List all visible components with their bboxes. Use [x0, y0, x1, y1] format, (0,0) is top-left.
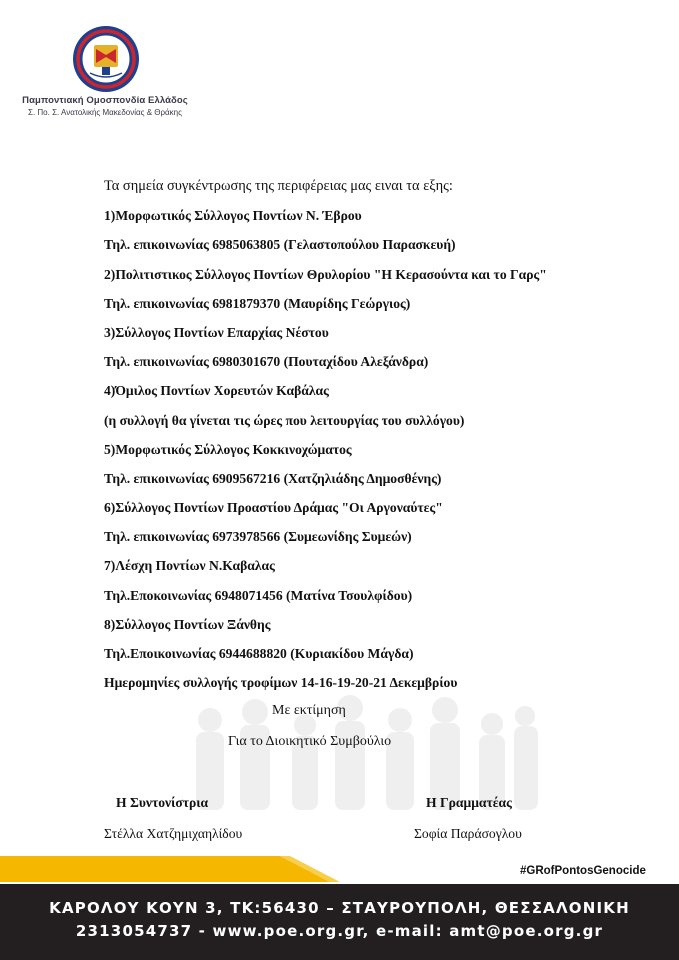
list-line: Τηλ. επικοινωνίας 6973978566 (Συμεωνίδης Συμεών)	[104, 529, 412, 545]
letter-body	[104, 172, 624, 697]
list-line: (η συλλογή θα γίνεται τις ώρες που λειτουργίας του συλλόγου)	[104, 412, 465, 428]
footer-accent-stripe	[0, 856, 330, 882]
list-line: Τηλ.Εποκοινωνίας 6948071456 (Ματίνα Τσουλφίδου)	[104, 587, 413, 603]
list-line: Ημερομηνίες συλλογής τροφίμων 14-16-19-20-21 Δεκεμβρίου	[104, 675, 458, 691]
right-signatory-name: Σοφία Παράσογλου	[414, 826, 522, 841]
list-line: 5)Μορφωτικός Σύλλογος Κοκκινοχώματος	[104, 441, 352, 457]
list-line: Τηλ. επικοινωνίας 6909567216 (Χατζηλιάδης Δημοσθένης)	[104, 470, 442, 486]
list-line: Τηλ.Εποικοινωνίας 6944688820 (Κυριακίδου Μάγδα)	[104, 646, 414, 661]
intro-line: Τα σημεία συγκέντρωσης της περιφέρειας μας ειναι τα εξης:	[104, 178, 453, 194]
list-line: 1)Μορφωτικός Σύλλογος Ποντίων Ν. Έβρου	[104, 208, 362, 224]
closing-regards: Με εκτίμηση	[272, 703, 346, 718]
org-subtitle: Σ. Πο. Σ. Ανατολικής Μακεδονίας & Θράκης	[28, 108, 182, 117]
list-line: 4)Όμιλος Ποντίων Χορευτών Καβάλας	[104, 383, 329, 399]
left-signatory-title: Η Συντονίστρια	[116, 795, 209, 810]
right-signatory-title: Η Γραμματέας	[426, 795, 512, 810]
footer-address: ΚΑΡΟΛΟΥ ΚΟΥΝ 3, ΤΚ:56430 – ΣΤΑΥΡΟΥΠΟΛΗ, ΘΕΣΣΑΛΟΝΙΚΗ	[49, 899, 630, 917]
list-line: 7)Λέσχη Ποντίων Ν.Καβαλας	[104, 558, 275, 574]
org-name: Παμποντιακή Ομοσπονδία Ελλάδος	[22, 95, 188, 106]
list-line: 2)Πολιτιστικος Σύλλογος Ποντίων Θρυλορίου "Η Κερασούντα και το Γαρς"	[104, 266, 547, 282]
list-line: Τηλ. επικοινωνίας 6985063805 (Γελαστοπούλου Παρασκευή)	[104, 237, 456, 253]
list-line: Τηλ. επικοινωνίας 6980301670 (Πουταχίδου Αλεξάνδρα)	[104, 354, 429, 370]
list-line: 6)Σύλλογος Ποντίων Προαστίου Δράμας "Οι Αργοναύτες"	[104, 500, 443, 516]
left-signatory-name: Στέλλα Χατζημιχαηλίδου	[104, 826, 243, 841]
footer-contact: 2313054737 - www.poe.org.gr, e-mail: amt@poe.org.gr	[75, 922, 604, 940]
closing-board: Για το Διοικητικό Συμβούλιο	[228, 734, 392, 749]
list-line: 3)Σύλλογος Ποντίων Επαρχίας Νέστου	[104, 324, 329, 340]
list-line: Τηλ. επικοινωνίας 6981879370 (Μαυρίδης Γεώργιος)	[104, 295, 411, 311]
list-line: 8)Σύλλογος Ποντίων Ξάνθης	[104, 616, 271, 632]
hashtag-label: #GRofPontosGenocide	[520, 865, 646, 877]
watermark-crowd-silhouette	[180, 690, 540, 810]
pontic-federation-seal-icon	[72, 25, 140, 93]
